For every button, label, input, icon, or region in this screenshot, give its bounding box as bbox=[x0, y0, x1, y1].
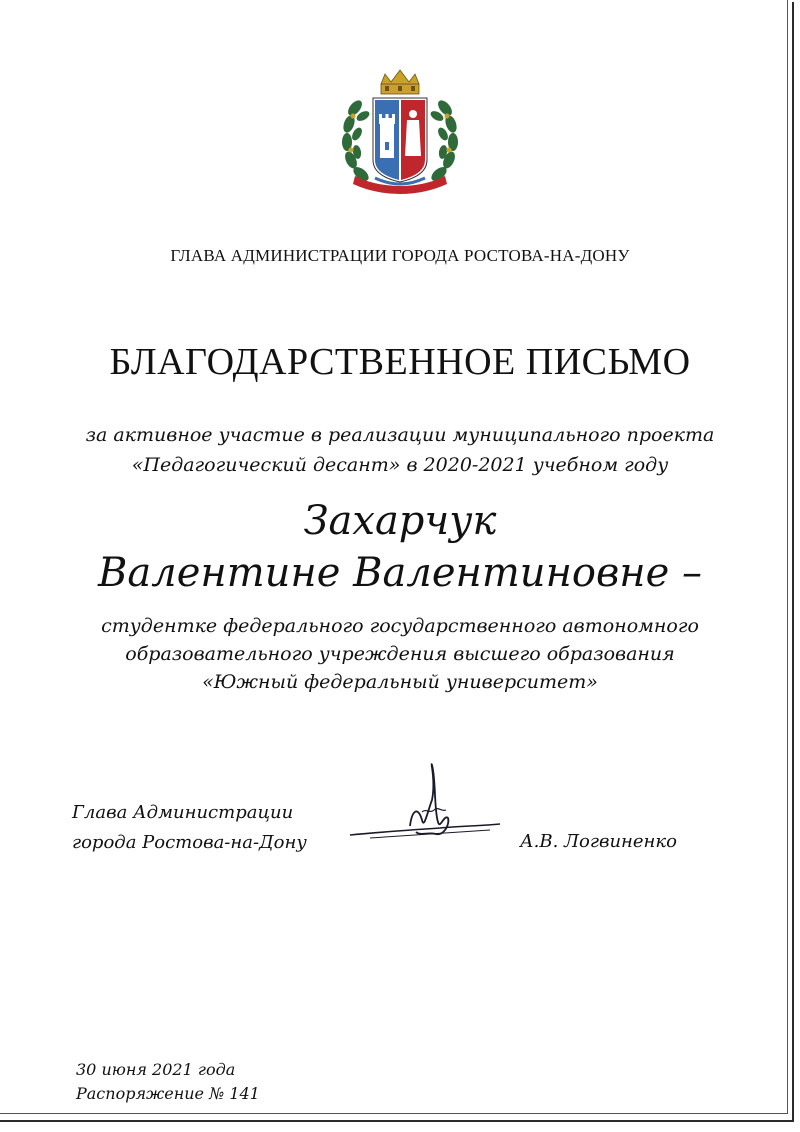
recipient-description-line-1: студентке федерального государственного автономного bbox=[101, 615, 699, 637]
document-footer bbox=[76, 1058, 260, 1106]
signatory-name: А.В. Логвиненко bbox=[520, 831, 677, 852]
recipient-name bbox=[40, 495, 760, 599]
signatory-title-line-2: города Ростова-на-Дону bbox=[72, 832, 307, 853]
document-title: БЛАГОДАРСТВЕННОЕ ПИСЬМО bbox=[109, 341, 691, 383]
recipient-given-names: Валентине Валентиновне – bbox=[97, 550, 703, 596]
award-reason-line-1: за активное участие в реализации муниципального проекта bbox=[85, 424, 715, 446]
recipient-description-line-3: «Южный федеральный университет» bbox=[202, 671, 598, 693]
award-reason-line-2: «Педагогический десант» в 2020-2021 учебном году bbox=[131, 454, 669, 476]
issuer-header: ГЛАВА АДМИНИСТРАЦИИ ГОРОДА РОСТОВА-НА-ДОНУ bbox=[170, 246, 630, 265]
document-date: 30 июня 2021 года bbox=[76, 1060, 236, 1079]
award-reason bbox=[60, 420, 740, 480]
signatory-title bbox=[72, 798, 352, 858]
recipient-description bbox=[60, 612, 740, 696]
signatory-title-line-1: Глава Администрации bbox=[72, 802, 294, 823]
recipient-surname: Захарчук bbox=[303, 498, 497, 544]
order-number: Распоряжение № 141 bbox=[76, 1084, 260, 1103]
signature-icon bbox=[340, 740, 510, 880]
rostov-coat-of-arms-icon bbox=[335, 68, 465, 198]
recipient-description-line-2: образовательного учреждения высшего образования bbox=[125, 643, 675, 665]
